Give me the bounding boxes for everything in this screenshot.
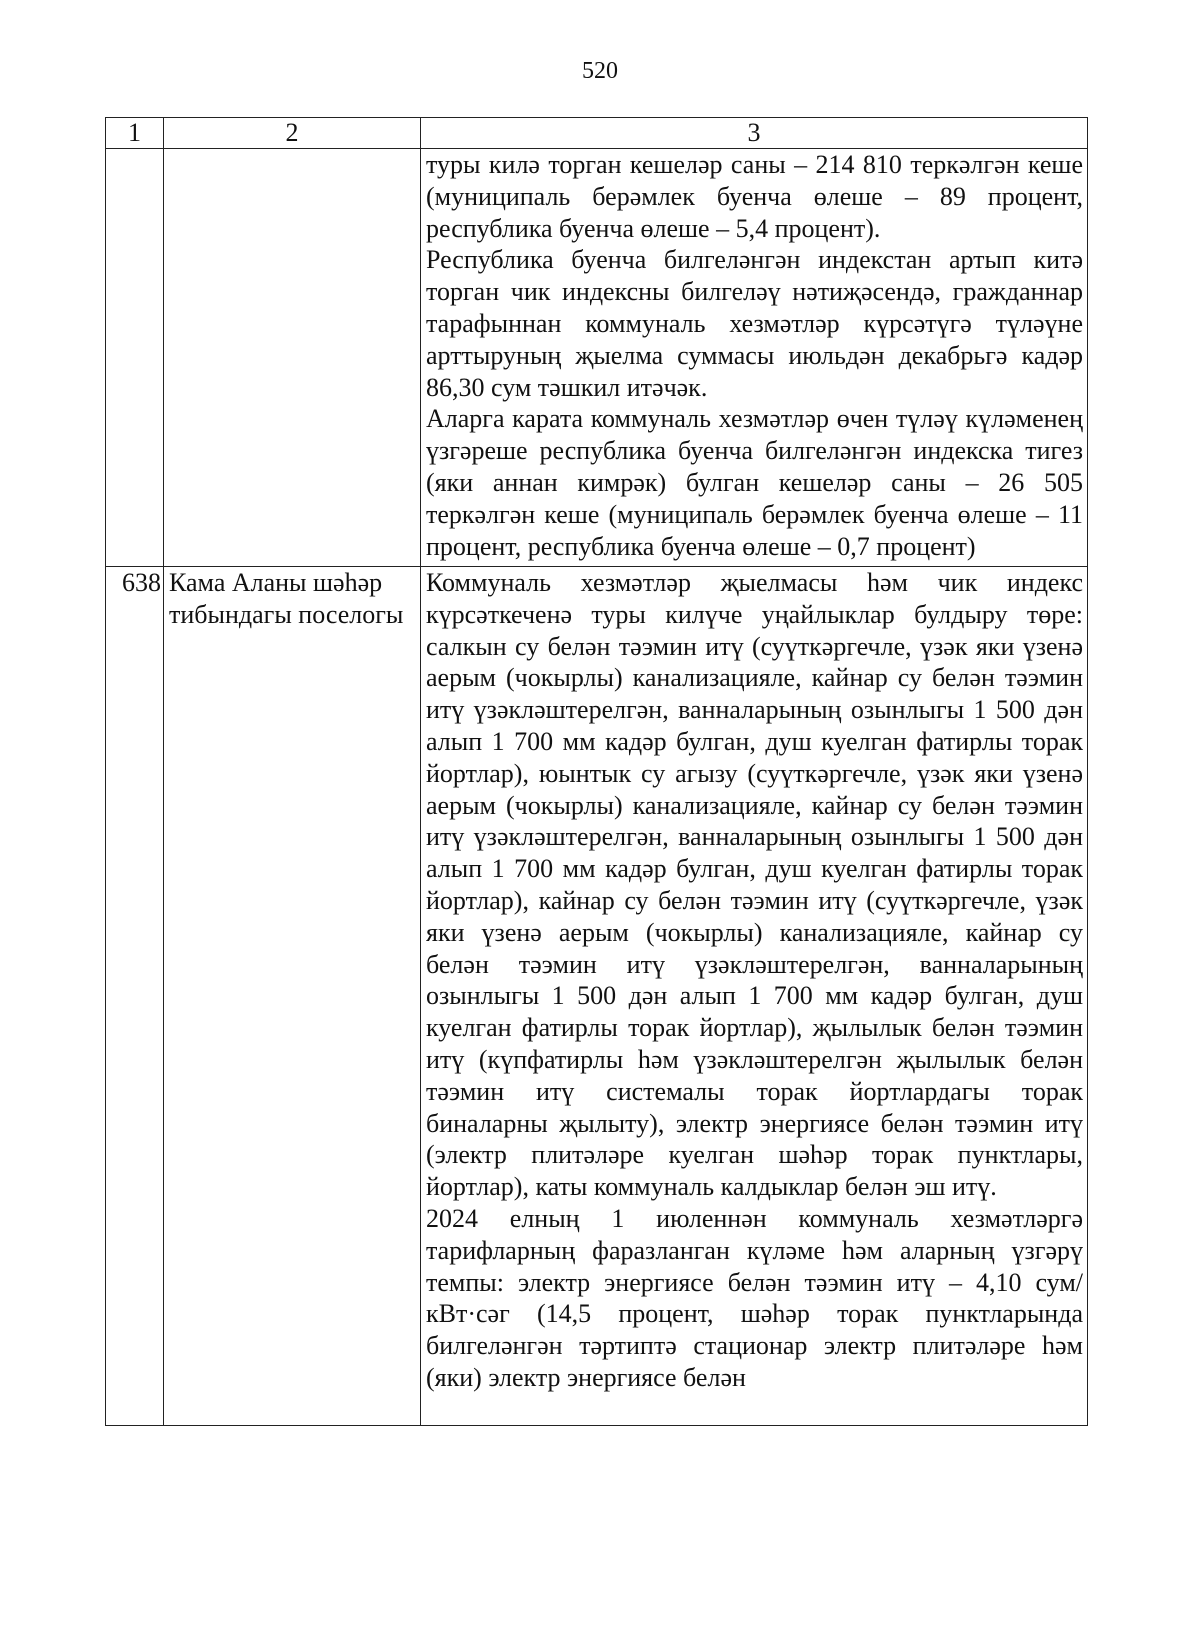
tariff-table: [105, 117, 1088, 1426]
settlement-name: Кама Аланы шәһәр тибындагы поселогы: [164, 567, 421, 1426]
table-header-row: [106, 118, 1088, 149]
page-number: 520: [582, 58, 618, 84]
table-row: [106, 149, 1088, 567]
row-number: [106, 149, 164, 567]
paragraph: Аларга карата коммуналь хезмәтләр өчен түләү күләменең үзгәреше республика буенча билгеләнгән индекска тигез (яки аннан кимрәк) булган кешеләр саны – 26 505 теркәлгән кеше (муниципаль берәмлек буенча өлеше – 11 процент, республика буенча өлеше – 0,7 процент): [426, 404, 1083, 561]
settlement-name: [164, 149, 421, 567]
header-col-3: 3: [421, 118, 1088, 149]
header-col-1: 1: [106, 118, 164, 149]
paragraph: Коммуналь хезмәтләр җыелмасы һәм чик индекс күрсәткеченә туры килүче уңайлыклар булдыру төре: салкын су белән тәэмин итү (суүткәргечле, үзәк яки үзенә аерым (чокырлы) канализацияле, кайнар су белән тәэмин итү үзәкләштерелгән, ванналарының озынлыгы 1 500 дән алып 1 700 мм кадәр булган, душ куелган фатирлы торак йортлар), юынтык су агызу (суүткәргечле, үзәк яки үзенә аерым (чокырлы) канализацияле, кайнар су белән тәэмин итү үзәкләштерелгән, ванналарының озынлыгы 1 500 дән алып 1 700 мм кадәр булган, душ куелган фатирлы торак йортлар), кайнар су белән тәэмин итү (суүткәргечле, үзәк яки үзенә аерым (чокырлы) канализацияле, кайнар су белән тәэмин итү үзәкләштерелгән, ванналарының озынлыгы 1 500 дән алып 1 700 мм кадәр булган, душ куелган фатирлы торак йортлар), җылылык белән тәэмин итү (күпфатирлы һәм үзәкләштерелгән җылылык белән тәэмин итү системалы торак йортлардагы торак биналарны җылыту), электр энергиясе белән тәэмин итү (электр плитәләре куелган шәһәр торак пунктлары, йортлар), каты коммуналь калдыклар белән эш итү.: [426, 568, 1083, 1202]
header-col-2: 2: [164, 118, 421, 149]
description-cell: [421, 567, 1088, 1426]
paragraph: Республика буенча билгеләнгән индекстан артып китә торган чик индексны билгеләү нәтиҗәсендә, гражданнар тарафыннан коммуналь хезмәтләр күрсәтүгә түләүне арттыруның җыелма суммасы июльдән декабрьгә кадәр 86,30 сум тәшкил итәчәк.: [426, 245, 1083, 402]
description-cell: [421, 149, 1088, 567]
paragraph: 2024 елның 1 июленнән коммуналь хезмәтләргә тарифларның фаразланган күләме һәм аларның үзгәрү темпы: электр энергиясе белән тәэмин итү – 4,10 сум/кВт·сәг (14,5 процент, шәһәр торак пунктларында билгеләнгән тәртиптә стационар электр плитәләре һәм (яки) электр энергиясе белән: [426, 1203, 1083, 1392]
paragraph: туры килә торган кешеләр саны – 214 810 теркәлгән кеше (муниципаль берәмлек буенча өлеше – 89 процент, республика буенча өлеше – 5,4 процент).: [426, 150, 1083, 243]
row-number: 638: [106, 567, 164, 1426]
table-row: [106, 567, 1088, 1426]
